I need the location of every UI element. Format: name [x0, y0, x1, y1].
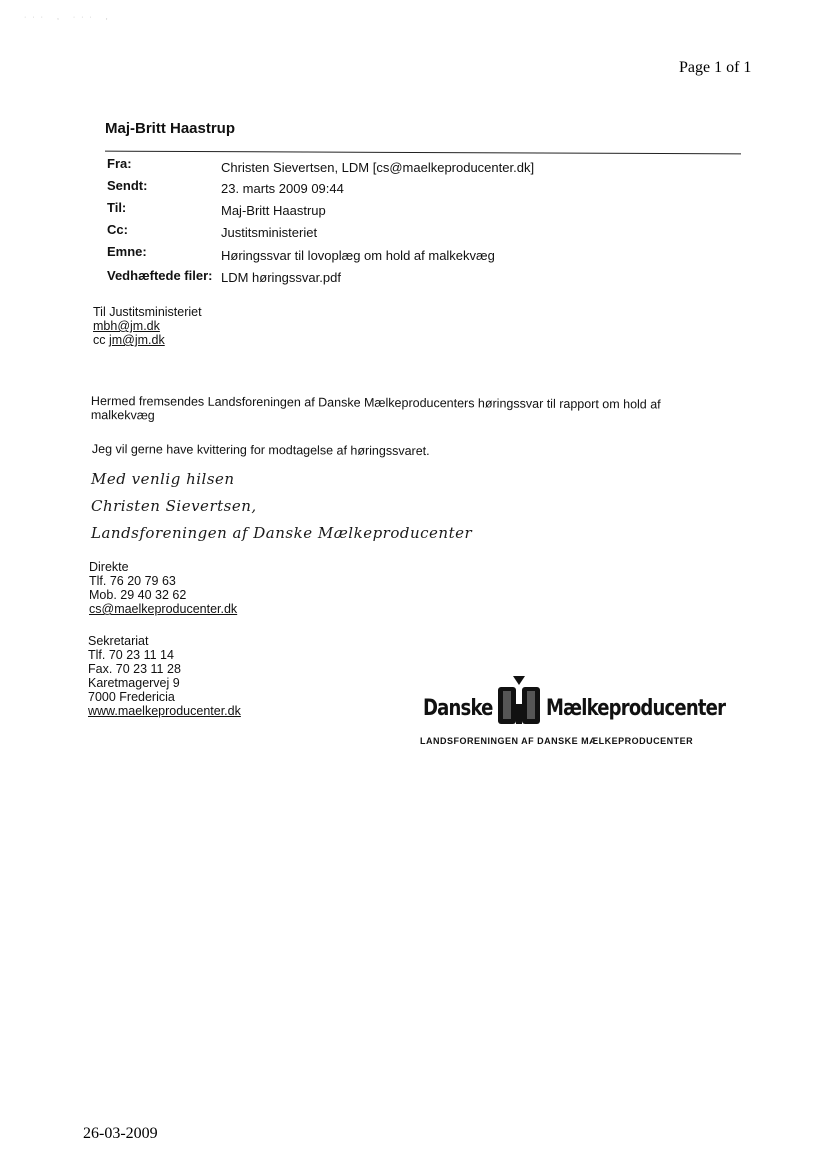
secretariat-city: 7000 Fredericia: [88, 690, 175, 704]
logo-tagline: LANDSFORENINGEN AF DANSKE MÆLKEPRODUCENTER: [420, 736, 694, 746]
addressee-block: [93, 305, 202, 347]
secretariat-fax: Fax. 70 23 11 28: [88, 662, 181, 676]
secretariat-heading: Sekretariat: [88, 634, 149, 648]
to-label: Til:: [107, 200, 127, 215]
secretariat-phone: Tlf. 70 23 11 14: [88, 648, 174, 662]
direct-heading: Direkte: [89, 560, 129, 574]
body-paragraph-2: Jeg vil gerne have kvittering for modtagelse af høringssvaret.: [91, 442, 430, 459]
cc-prefix: cc: [93, 333, 109, 347]
footer-date: 26-03-2009: [83, 1125, 158, 1142]
secretariat-street: Karetmagervej 9: [88, 676, 180, 690]
from-value: Christen Sievertsen, LDM [cs@maelkeproducenter.dk]: [221, 160, 535, 175]
cc-email-link[interactable]: jm@jm.dk: [108, 333, 165, 347]
header-divider: [105, 151, 741, 155]
organization-logo: [420, 674, 730, 754]
attachments-label: Vedhæftede filer:: [107, 268, 213, 283]
signature-greeting: Med venlig hilsen: [91, 470, 235, 488]
signature-organization: Landsforeningen af Danske Mælkeproducenter: [91, 524, 473, 542]
body-paragraph-1-line-1: Hermed fremsendes Landsforeningen af Danske Mælkeproducenters høringssvar til rapport om hold af: [90, 394, 661, 412]
secretariat-block: [88, 634, 241, 718]
sent-value: 23. marts 2009 09:44: [221, 181, 344, 196]
addressee-email-link[interactable]: mbh@jm.dk: [93, 319, 160, 333]
sent-label: Sendt:: [107, 178, 148, 193]
logo-word-right: Mælkeproducenter: [546, 696, 726, 721]
addressee-cc-line: [93, 333, 202, 347]
scan-marks: ··· , ··· ,: [24, 14, 114, 21]
direct-contact-block: [89, 560, 237, 616]
addressee-line: Til Justitsministeriet: [93, 305, 202, 319]
direct-email-link[interactable]: cs@maelkeproducenter.dk: [89, 602, 238, 616]
recipient-header: Maj-Britt Haastrup: [105, 120, 236, 137]
attachments-value: LDM høringssvar.pdf: [221, 270, 341, 285]
direct-phone: Tlf. 76 20 79 63: [89, 574, 176, 588]
logo-word-left: Danske: [423, 696, 493, 721]
cow-logo-icon: [496, 674, 542, 726]
to-value: Maj-Britt Haastrup: [221, 203, 326, 218]
signature-name: Christen Sievertsen,: [91, 497, 257, 515]
cc-value: Justitsministeriet: [221, 225, 318, 240]
cc-label: Cc:: [107, 222, 128, 237]
subject-label: Emne:: [107, 244, 147, 259]
direct-mobile: Mob. 29 40 32 62: [89, 588, 187, 602]
body-paragraph-1: [91, 394, 731, 426]
body-paragraph-1-line-2: malkekvæg: [90, 407, 155, 423]
subject-value: Høringssvar til lovoplæg om hold af malkekvæg: [221, 248, 495, 263]
page-number: Page 1 of 1: [679, 59, 752, 76]
website-link[interactable]: www.maelkeproducenter.dk: [88, 704, 241, 718]
from-label: Fra:: [107, 156, 132, 171]
